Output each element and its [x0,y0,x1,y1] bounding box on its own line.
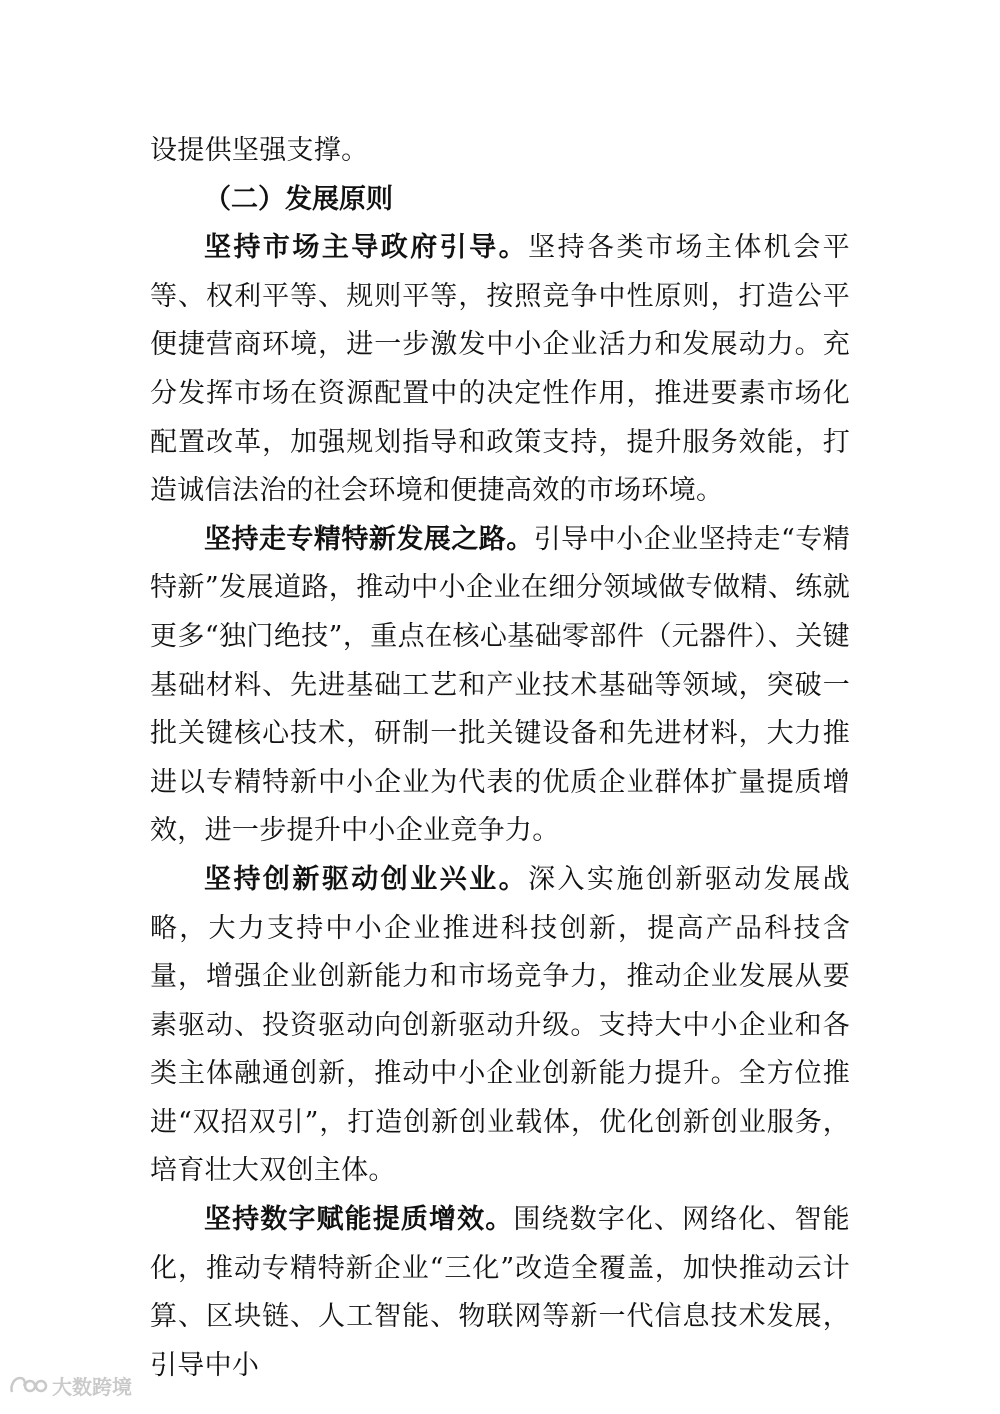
paragraph-digital-principle [150,1196,850,1390]
paragraph-body: 引导中小企业坚持走“专精特新”发展道路，推动中小企业在细分领域做专做精、练就更多“独门绝技”，重点在核心基础零部件（元器件）、关键基础材料、先进基础工艺和产业技术基础等领域，突破一批关键核心技术，研制一批关键设备和先进材料，大力推进以专精特新中小企业为代表的优质企业群体扩量提质增效，进一步提升中小企业竞争力。 [150,523,850,847]
paragraph-lead: 坚持市场主导政府引导。 [204,232,529,264]
paragraph-body: 坚持各类市场主体机会平等、权利平等、规则平等，按照竞争中性原则，打造公平便捷营商环境，进一步激发中小企业活力和发展动力。充分发挥市场在资源配置中的决定性作用，推进要素市场化配置改革，加强规划指导和政策支持，提升服务效能，打造诚信法治的社会环境和便捷高效的市场环境。 [150,232,850,507]
paragraph-innovation-principle [150,856,850,1196]
watermark [8,1371,132,1400]
paragraph-market-principle [150,224,850,516]
watermark-text: 大数跨境 [52,1375,132,1399]
paragraph-lead: 坚持数字赋能提质增效。 [204,1204,514,1236]
paragraph-lead: 坚持创新驱动创业兴业。 [204,863,529,895]
document-page [150,127,850,1390]
paragraph-specialized-principle [150,516,850,856]
section-heading: （二）发展原则 [204,183,393,215]
paragraph-lead: 坚持走专精特新发展之路。 [204,523,534,555]
continuation-text: 设提供坚强支撑。 [150,135,369,166]
brand-logo-icon [8,1374,48,1398]
paragraph-body: 深入实施创新驱动发展战略，大力支持中小企业推进科技创新，提高产品科技含量，增强企业创新能力和市场竞争力，推动企业发展从要素驱动、投资驱动向创新驱动升级。支持大中小企业和各类主体融通创新，推动中小企业创新能力提升。全方位推进“双招双引”，打造创新创业载体，优化创新创业服务，培育壮大双创主体。 [150,863,850,1187]
paragraph-body: 围绕数字化、网络化、智能化，推动专精特新企业“三化”改造全覆盖，加快推动云计算、区块链、人工智能、物联网等新一代信息技术发展，引导中小 [150,1204,850,1381]
